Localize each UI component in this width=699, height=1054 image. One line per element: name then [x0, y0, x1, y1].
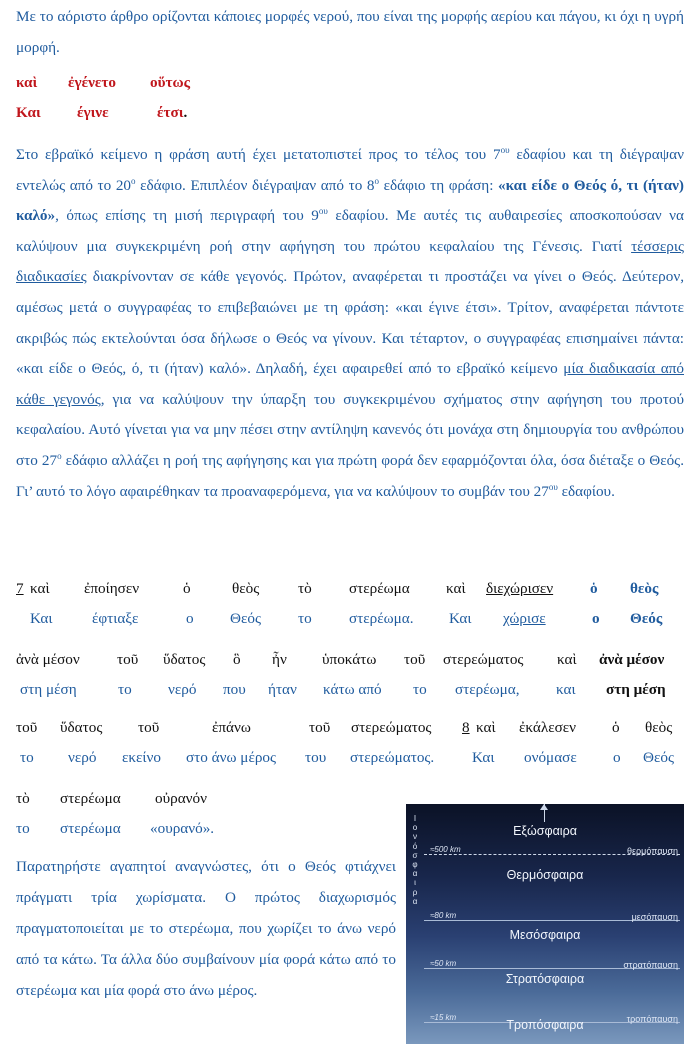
- word: ὁ: [590, 580, 598, 597]
- layer-label: Μεσόσφαιρα: [509, 928, 581, 942]
- layer-label: Στρατόσφαιρα: [505, 972, 585, 986]
- word: ἦν: [272, 651, 287, 668]
- word: τοῦ: [16, 719, 38, 736]
- word: τοῦ: [404, 651, 426, 668]
- word: καὶ: [16, 74, 38, 91]
- word: ὁ: [612, 719, 620, 736]
- greek-line-2: [0, 580, 699, 604]
- boundary-name: θερμόπαυση: [627, 846, 678, 856]
- boundary-name: στρατόπαυση: [623, 960, 678, 970]
- altitude-label: ≈500 km: [430, 845, 461, 854]
- word: θεὸς: [645, 719, 673, 736]
- word: ἐποίησεν: [84, 580, 140, 597]
- word: στερέωμα,: [455, 681, 520, 698]
- word: στη μέση: [606, 681, 666, 698]
- word: το: [413, 681, 427, 698]
- word: Και: [30, 610, 53, 627]
- word: θεὸς: [630, 580, 659, 597]
- word: καὶ: [476, 719, 496, 736]
- word: στερεώματος: [443, 651, 524, 668]
- word: καὶ: [446, 580, 466, 597]
- word: στερεώματος.: [350, 749, 435, 766]
- modern-line-3: [0, 681, 699, 705]
- word: ο: [613, 749, 621, 766]
- closing-paragraph: Παρατηρήστε αγαπητοί αναγνώστες, ότι ο Θεός φτιάχνει πράγματι τρία χωρίσματα. Ο πρώτος διαχωρισμός πραγματοποιείται με το στερέωμα, που χωρίζει το άνω νερό από τα κάτω. Τα άλλα δύο συμβαίνουν μία φορά κάτω από το στερέωμα και μία φορά στο άνω μέρος.: [16, 858, 396, 999]
- arrow-shaft: [544, 804, 545, 822]
- word: Θεός: [230, 610, 261, 627]
- word: ἐκάλεσεν: [519, 719, 577, 736]
- vertical-label: Ι ο ν ό σ φ α ι ρ α: [412, 814, 418, 906]
- word: Θεός: [643, 749, 674, 766]
- word: ὕδατος: [60, 719, 103, 736]
- altitude-label: ≈15 km: [430, 1013, 457, 1022]
- altitude-label: ≈80 km: [430, 911, 457, 920]
- word: ὃ: [233, 651, 241, 668]
- layer-label: Εξώσφαιρα: [513, 824, 577, 838]
- layer-label: Τροπόσφαιρα: [506, 1018, 584, 1032]
- word: κάτω από: [323, 681, 382, 698]
- word: τὸ: [16, 790, 30, 807]
- word: έτσι.: [157, 104, 188, 121]
- word: τοῦ: [138, 719, 160, 736]
- word: Και: [472, 749, 495, 766]
- word: τοῦ: [309, 719, 331, 736]
- word: θεὸς: [232, 580, 260, 597]
- word: νερό: [68, 749, 97, 766]
- greek-line-3: [0, 651, 699, 675]
- word: ἀνὰ μέσον: [16, 651, 80, 668]
- word: ὕδατος: [163, 651, 206, 668]
- word: έφτιαξε: [92, 610, 139, 627]
- word: Θεός: [630, 610, 663, 627]
- boundary-name: τροπόπαυση: [626, 1014, 678, 1024]
- word: εκείνο: [122, 749, 161, 766]
- verse-number: 7: [16, 580, 24, 597]
- word: στη μέση: [20, 681, 77, 698]
- word: που: [223, 681, 246, 698]
- intro-paragraph: Με το αόριστο άρθρο ορίζονται κάποιες μορφές νερού, που είναι της μορφής αερίου και πάγου, κι όχι η υγρή μορφή.: [16, 8, 684, 56]
- word: ὑποκάτω: [322, 651, 377, 668]
- word: νερό: [168, 681, 197, 698]
- underlined-phrase: τέσσερις διαδικασίες: [16, 237, 684, 286]
- word: το: [20, 749, 34, 766]
- word: ἐπάνω: [212, 719, 251, 736]
- quoted-phrase: «και είδε ο Θεός ό, τι (ήταν) καλό»: [16, 176, 684, 225]
- word: στο άνω μέρος: [186, 749, 277, 766]
- greek-line-4: [0, 719, 699, 743]
- word: Και: [16, 104, 41, 121]
- word: χώρισε: [503, 610, 546, 627]
- word: καὶ: [557, 651, 577, 668]
- word: τὸ: [298, 580, 312, 597]
- word: ὁ: [183, 580, 191, 597]
- word: στερέωμα: [60, 820, 121, 837]
- boundary-name: μεσόπαυση: [631, 912, 678, 922]
- word: το: [118, 681, 132, 698]
- word: ἐγένετο: [68, 74, 116, 91]
- word: και: [556, 681, 576, 698]
- altitude-label: ≈50 km: [430, 959, 457, 968]
- word: καὶ: [30, 580, 50, 597]
- modern-line-1: [0, 104, 699, 128]
- word: στερέωμα: [60, 790, 121, 807]
- word: Και: [449, 610, 472, 627]
- word: «ουρανό».: [150, 820, 215, 837]
- modern-line-2: [0, 610, 699, 634]
- underlined-phrase: μία διαδικασία από κάθε γεγονός: [16, 360, 684, 408]
- word: οὐρανόν: [155, 790, 207, 807]
- verse-number: 8: [462, 719, 470, 736]
- word: στερέωμα: [349, 580, 410, 597]
- word: το: [16, 820, 30, 837]
- word: το: [298, 610, 312, 627]
- word: ο: [186, 610, 194, 627]
- word: στερεώματος: [351, 719, 432, 736]
- word: ο: [592, 610, 600, 627]
- word: του: [305, 749, 327, 766]
- word: διεχώρισεν: [486, 580, 554, 597]
- word: τοῦ: [117, 651, 139, 668]
- word: ἀνὰ μέσον: [599, 651, 665, 668]
- layer-label: Θερμόσφαιρα: [506, 868, 584, 882]
- word: έγινε: [77, 104, 109, 121]
- atmosphere-layers-figure: [406, 804, 684, 1044]
- greek-line-1: [0, 74, 699, 98]
- word: ήταν: [268, 681, 297, 698]
- main-paragraph: Στο εβραϊκό κείμενο η φράση αυτή έχει μετατοπιστεί προς το τέλος του $7^{o\upsilon}$ εδαφίου και τη διέγραψαν εντελώς από το $20^o$ εδάφιο. Επιπλέον διέγραψαν από το $8^o$ εδάφιο τη φράση: «και είδε ο Θεός ό, τι (ήταν) καλό», όπως επίσης τη μισή περιγραφή του $9^{o\upsilon}$ εδαφίου. Με αυτές τις αυθαιρεσίες αποσκοπούσαν να καλύψουν μια συγκεκριμένη ροή στην αφήγηση του πρώτου κεφαλαίου της Γένεσις. Γιατί τέσσερις διαδικασίες διακρίνονταν σε κάθε γεγονός. Πρώτον, αναφέρεται τι προστάζει να γίνει ο Θεός. Δεύτερον, αμέσως μετά ο συγγραφέας το επιβεβαιώνει με τη φράση: «και έγινε έτσι». Τρίτον, αναφέρεται πάντοτε ακριβώς πώς εκτελούνται όσα δήλωσε ο Θεός να γίνουν. Και τέταρτον, ο συγγραφέας επισημαίνει πάντα: «και είδε ο Θεός, ό, τι (ήταν) καλό». Δηλαδή, έχει αφαιρεθεί από το εβραϊκό κείμενο μία διαδικασία από κάθε γεγονός, για να καλύψουν την ύπαρξη του συγκεκριμένου σχήματος στην αφήγηση του προτού κεφαλαίου. Αυτό γίνεται για να μην πέσει στην αντίληψη κανενός ότι μονάχα στη δημιουργία του ανθρώπου στο $27^o$ εδάφιο αλλάζει η ροή της αφήγησης και για πρώτη φορά δεν εφαρμόζονται όλα, όσα διέταξε ο Θεός. Γι’ αυτό το λόγο αφαιρέθηκαν τα προαναφερόμενα, για να καλύψουν το συμβάν του $27^{o\upsilon}$ εδαφίου.: [16, 144, 684, 500]
- word: στερέωμα.: [349, 610, 414, 627]
- modern-line-4: [0, 749, 699, 773]
- word: οὕτως: [150, 74, 190, 91]
- word: ονόμασε: [524, 749, 577, 766]
